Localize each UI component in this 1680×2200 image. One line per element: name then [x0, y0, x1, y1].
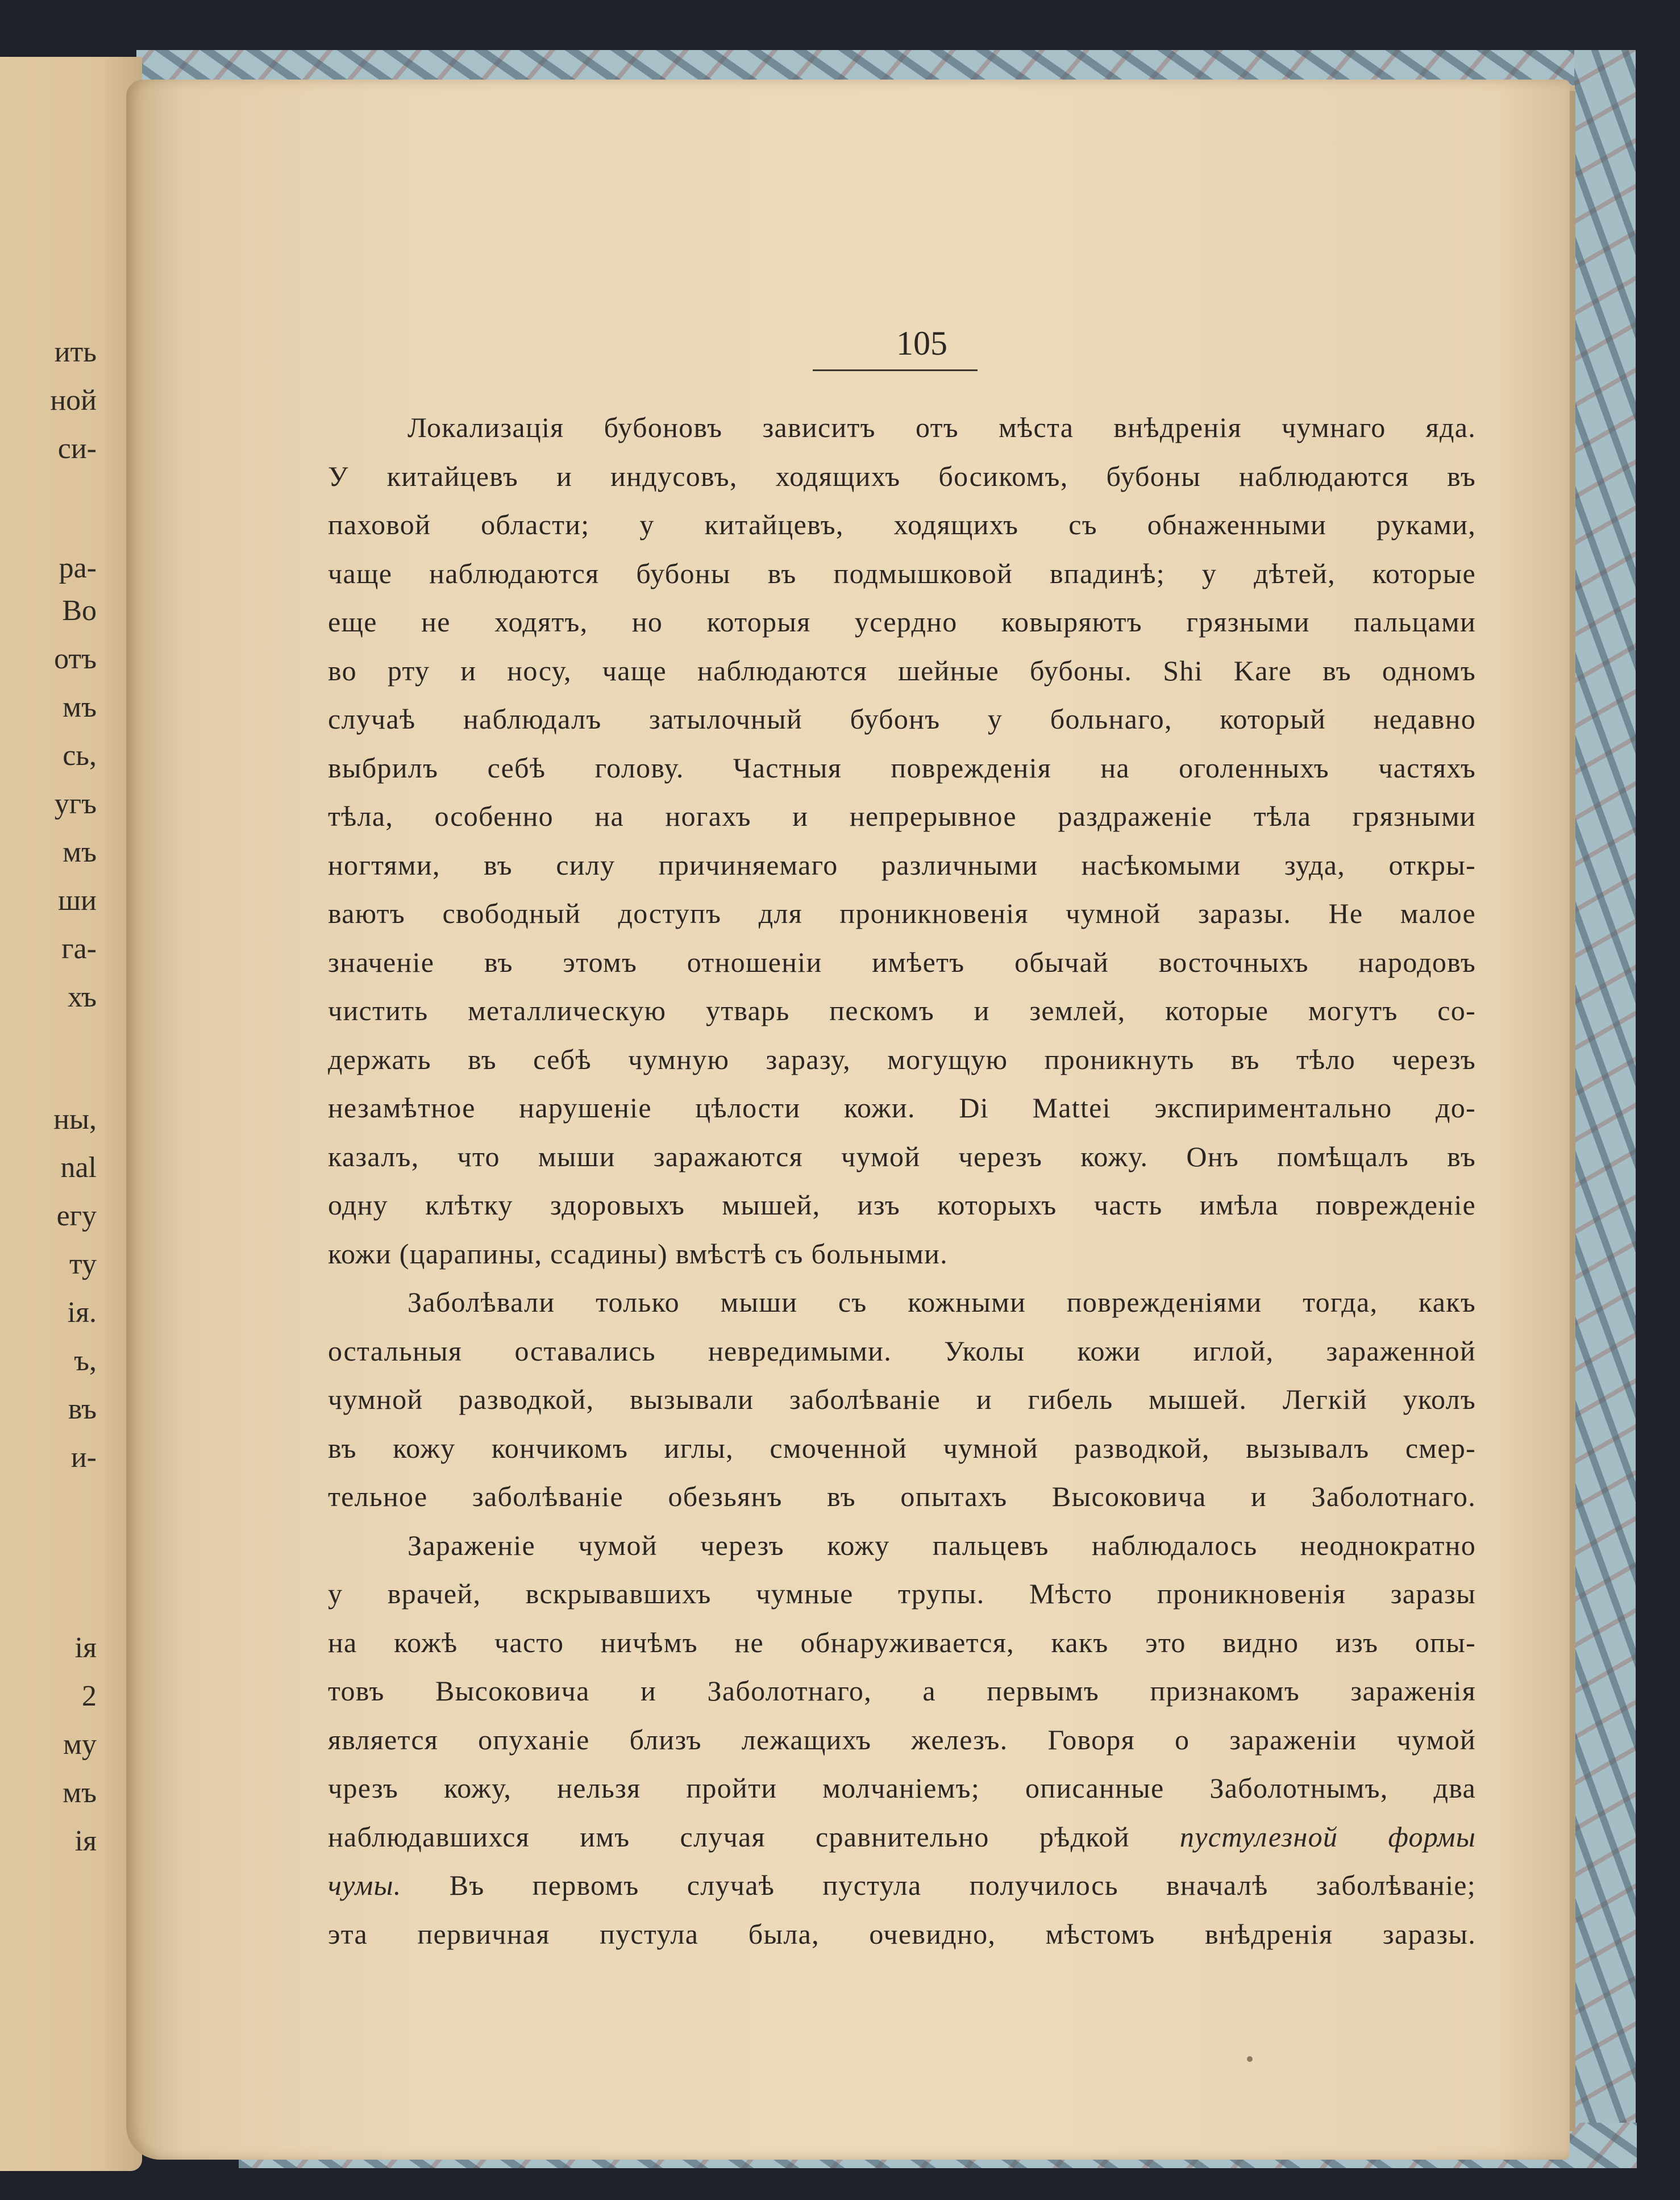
- text-line-mixed: [328, 1861, 1476, 1910]
- left-fragment: угъ: [54, 788, 97, 820]
- text-line: незамѣтное нарушеніе цѣлости кожи. Di Mattei экспириментально до-: [328, 1092, 1476, 1124]
- text-line: случаѣ наблюдалъ затылочный бубонъ у больнаго, который недавно: [328, 703, 1476, 735]
- text-line: остальныя оставались невредимыми. Уколы кожи иглой, зараженной: [328, 1334, 1476, 1367]
- text-line: на кожѣ часто ничѣмъ не обнаруживается, какъ это видно изъ опы-: [328, 1626, 1476, 1658]
- previous-page: [0, 57, 142, 2171]
- text-line: ваютъ свободный доступъ для проникновенія чумной заразы. Не малое: [328, 897, 1476, 929]
- left-fragment: ту: [69, 1248, 97, 1280]
- left-fragment: мъ: [63, 691, 97, 723]
- text-line: тельное заболѣваніе обезьянъ въ опытахъ Высоковича и Заболотнаго.: [328, 1480, 1476, 1512]
- text-line: значеніе въ этомъ отношеніи имѣетъ обычай восточныхъ народовъ: [328, 946, 1476, 978]
- text-line: держать въ себѣ чумную заразу, могущую проникнуть въ тѣло черезъ: [328, 1043, 1476, 1075]
- text-run: Въ первомъ случаѣ пустула получилось вначалѣ заболѣваніе;: [449, 1869, 1476, 1901]
- italic-term: пустулезной формы: [1179, 1820, 1476, 1853]
- text-line: Локализація бубоновъ зависитъ отъ мѣста внѣдренія чумнаго яда.: [407, 411, 1476, 443]
- text-line: во рту и носу, чаще наблюдаются шейные бубоны. Shi Kare въ одномъ: [328, 654, 1476, 687]
- text-line: одну клѣтку здоровыхъ мышей, изъ которыхъ часть имѣла поврежденіе: [328, 1189, 1476, 1221]
- text-line: паховой области; у китайцевъ, ходящихъ съ обнаженными руками,: [328, 509, 1476, 540]
- text-line: Зараженіе чумой черезъ кожу пальцевъ наблюдалось неоднократно: [407, 1529, 1476, 1561]
- left-fragment: ра-: [59, 552, 97, 584]
- text-line: чумной разводкой, вызывали заболѣваніе и гибель мышей. Легкій уколъ: [328, 1383, 1476, 1415]
- text-line: чрезъ кожу, нельзя пройти молчаніемъ; описанные Заболотнымъ, два: [328, 1772, 1476, 1804]
- marbled-cover-right: [1574, 50, 1636, 2164]
- left-fragment: ія: [74, 1825, 97, 1857]
- text-line: является опуханіе близъ лежащихъ железъ. Говоря о зараженіи чумой: [328, 1723, 1476, 1756]
- text-line: выбрилъ себѣ голову. Частныя поврежденія на оголенныхъ частяхъ: [328, 751, 1476, 784]
- left-fragment: и-: [70, 1441, 97, 1474]
- text-line: эта первичная пустула была, очевидно, мѣстомъ внѣдренія заразы.: [328, 1918, 1476, 1950]
- left-fragment: мъ: [63, 836, 97, 868]
- left-fragment: га-: [61, 933, 97, 965]
- italic-term: чумы.: [328, 1869, 402, 1901]
- text-line: чистить металлическую утварь пескомъ и землей, которые могутъ со-: [328, 995, 1476, 1026]
- text-line: у врачей, вскрывавшихъ чумные трупы. Мѣсто проникновенія заразы: [328, 1578, 1476, 1610]
- text-line: тѣла, особенно на ногахъ и непрерывное раздраженіе тѣла грязными: [328, 800, 1476, 832]
- left-fragment: 2: [82, 1680, 97, 1712]
- left-fragment: ія.: [67, 1296, 97, 1329]
- page-number-rule: [813, 369, 978, 371]
- left-fragment: мъ: [63, 1777, 97, 1809]
- left-fragment: сь,: [63, 739, 97, 772]
- text-line: У китайцевъ и индусовъ, ходящихъ босикомъ, бубоны наблюдаются въ: [328, 460, 1476, 492]
- left-fragment: ія: [74, 1632, 97, 1664]
- text-line: кожи (царапины, ссадины) вмѣстѣ съ больными.: [328, 1237, 948, 1270]
- text-line-mixed: [328, 1813, 1476, 1862]
- left-fragment: ны,: [53, 1103, 97, 1136]
- left-fragment: егу: [56, 1200, 97, 1232]
- left-fragment: nal: [60, 1151, 97, 1184]
- left-fragment: ши: [58, 884, 97, 917]
- text-line: чаще наблюдаются бубоны въ подмышковой впадинѣ; у дѣтей, которые: [328, 557, 1476, 589]
- page-number: 105: [896, 325, 947, 362]
- left-fragment: ить: [54, 336, 97, 368]
- left-fragment: хъ: [68, 981, 97, 1013]
- text-line: въ кожу кончикомъ иглы, смоченной чумной разводкой, вызывалъ смер-: [328, 1432, 1476, 1464]
- text-line: казалъ, что мыши заражаются чумой черезъ кожу. Онъ помѣщалъ въ: [328, 1140, 1476, 1172]
- left-fragment: си-: [57, 432, 97, 465]
- text-line: еще не ходятъ, но которыя усердно ковыряютъ грязными пальцами: [328, 606, 1476, 638]
- text-line: Заболѣвали только мыши съ кожными поврежденіями тогда, какъ: [407, 1286, 1476, 1318]
- page-105: [126, 80, 1570, 2160]
- left-fragment: Во: [62, 594, 97, 627]
- ink-speck: [1247, 2056, 1253, 2062]
- text-line: товъ Высоковича и Заболотнаго, а первымъ признакомъ зараженія: [328, 1675, 1476, 1707]
- text-run: наблюдавшихся имъ случая сравнительно рѣдкой: [328, 1820, 1130, 1853]
- left-fragment: ъ,: [74, 1345, 97, 1377]
- page-body: [328, 404, 1476, 1958]
- left-fragment: ной: [50, 384, 97, 417]
- left-fragment: му: [63, 1728, 97, 1761]
- left-fragment: отъ: [54, 643, 97, 675]
- left-fragment: въ: [68, 1393, 97, 1425]
- text-line: ногтями, въ силу причиняемаго различными насѣкомыми зуда, откры-: [328, 849, 1476, 881]
